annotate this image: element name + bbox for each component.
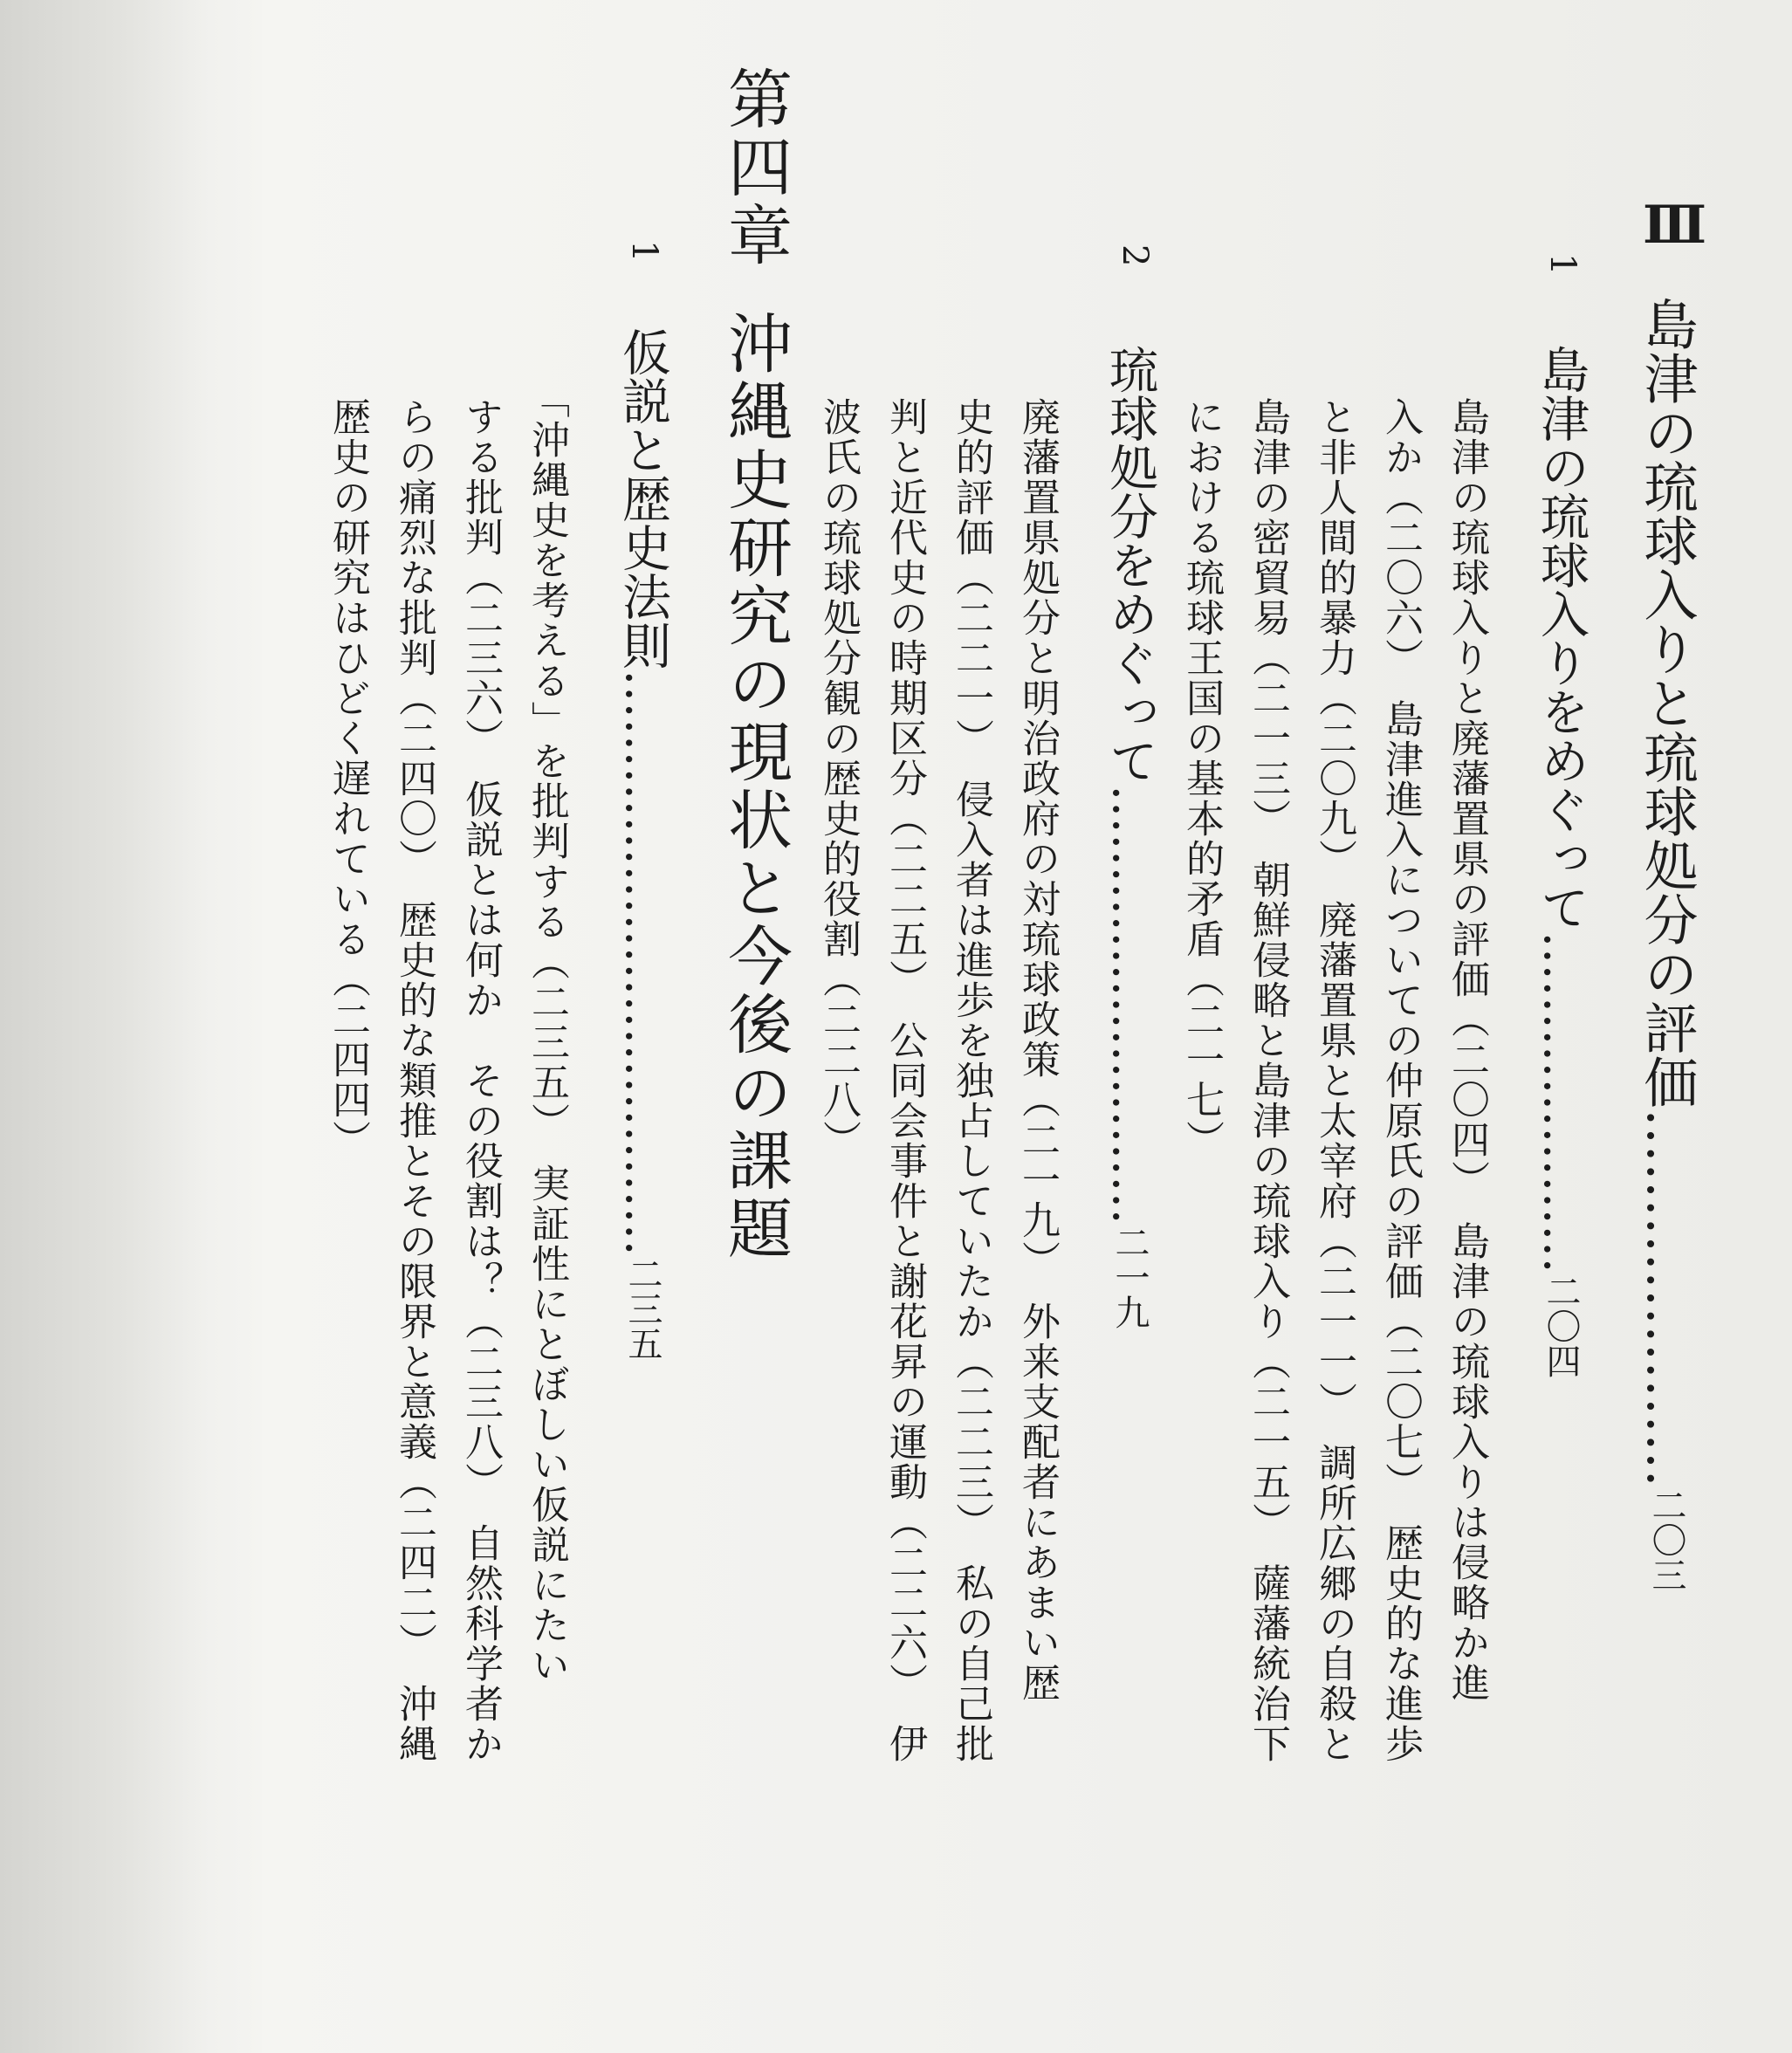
entry-page-number: 二三五 [622,1256,663,1361]
entry-line: 判と近代史の時期区分（二二五） 公同会事件と謝花昇の運動（二二六） 伊 [882,397,927,1764]
chapter-label: 第四章 [717,65,793,270]
entry-line: 波氏の琉球処分観の歴史的役割（二二八） [816,397,861,1160]
entry-line: 史的評価（二二一） 侵入者は進歩を独占していたか（二二三） 私の自己批 [949,397,993,1764]
entry-line: する批判（二三六） 仮説とは何か その役割は？（二三八） 自然科学者か [458,397,503,1764]
entry-line: 島津の琉球入りと廃藩置県の評価（二〇四） 島津の琉球入りは侵略か進 [1445,397,1489,1703]
entry-number: 1 [1542,253,1583,276]
entry-leader: ………………… [1533,931,1589,1274]
entry-title [614,327,671,1361]
chapter-title: 沖縄史研究の現状と今後の課題 [717,310,793,1263]
entry-line: 入か（二〇六） 島津進入についての仲原氏の評価（二〇七） 歴史的な進歩 [1378,397,1423,1764]
entry-line: 島津の密貿易（二一三） 朝鮮侵略と島津の琉球入り（二一五） 薩藩統治下 [1246,397,1290,1764]
entry-leader: ……………………………… [614,669,671,1256]
entry-leader: ……………………… [1102,785,1158,1225]
entry-page-number: 二〇四 [1541,1274,1581,1378]
part-numeral: Ⅲ [1643,195,1707,256]
entry-title-text: 仮説と歴史法則 [614,327,671,669]
part-page-number: 二〇三 [1646,1487,1686,1592]
entry-page-number: 二一九 [1109,1225,1150,1329]
entry-number: 2 [1115,244,1155,267]
entry-title [1533,345,1589,1378]
part-title [1635,297,1699,1592]
entry-title [1102,345,1158,1329]
entry-title-text: 琉球処分をめぐって [1102,345,1158,785]
book-spine-shadow [0,0,262,2053]
entry-line: と非人間的暴力（二〇九） 廃藩置県と太宰府（二一一） 調所広郷の自殺と [1312,397,1356,1764]
entry-title-text: 島津の琉球入りをめぐって [1533,345,1589,931]
part-leader: ………………… [1635,1109,1699,1487]
entry-line: 「沖縄史を考える」を批判する（二三五） 実証性にとぼしい仮説にたい [525,380,569,1686]
entry-number: 1 [624,240,664,263]
entry-line: における琉球王国の基本的矛盾（二一七） [1179,397,1224,1160]
entry-line: 歴史の研究はひどく遅れている（二四四） [326,397,370,1160]
part-title-text: 島津の琉球入りと琉球処分の評価 [1635,297,1699,1109]
entry-line: 廃藩置県処分と明治政府の対琉球政策（二一九） 外来支配者にあまい歴 [1015,397,1060,1703]
entry-line: らの痛烈な批判（二四〇） 歴史的な類推とその限界と意義（二四二） 沖縄 [392,397,436,1764]
